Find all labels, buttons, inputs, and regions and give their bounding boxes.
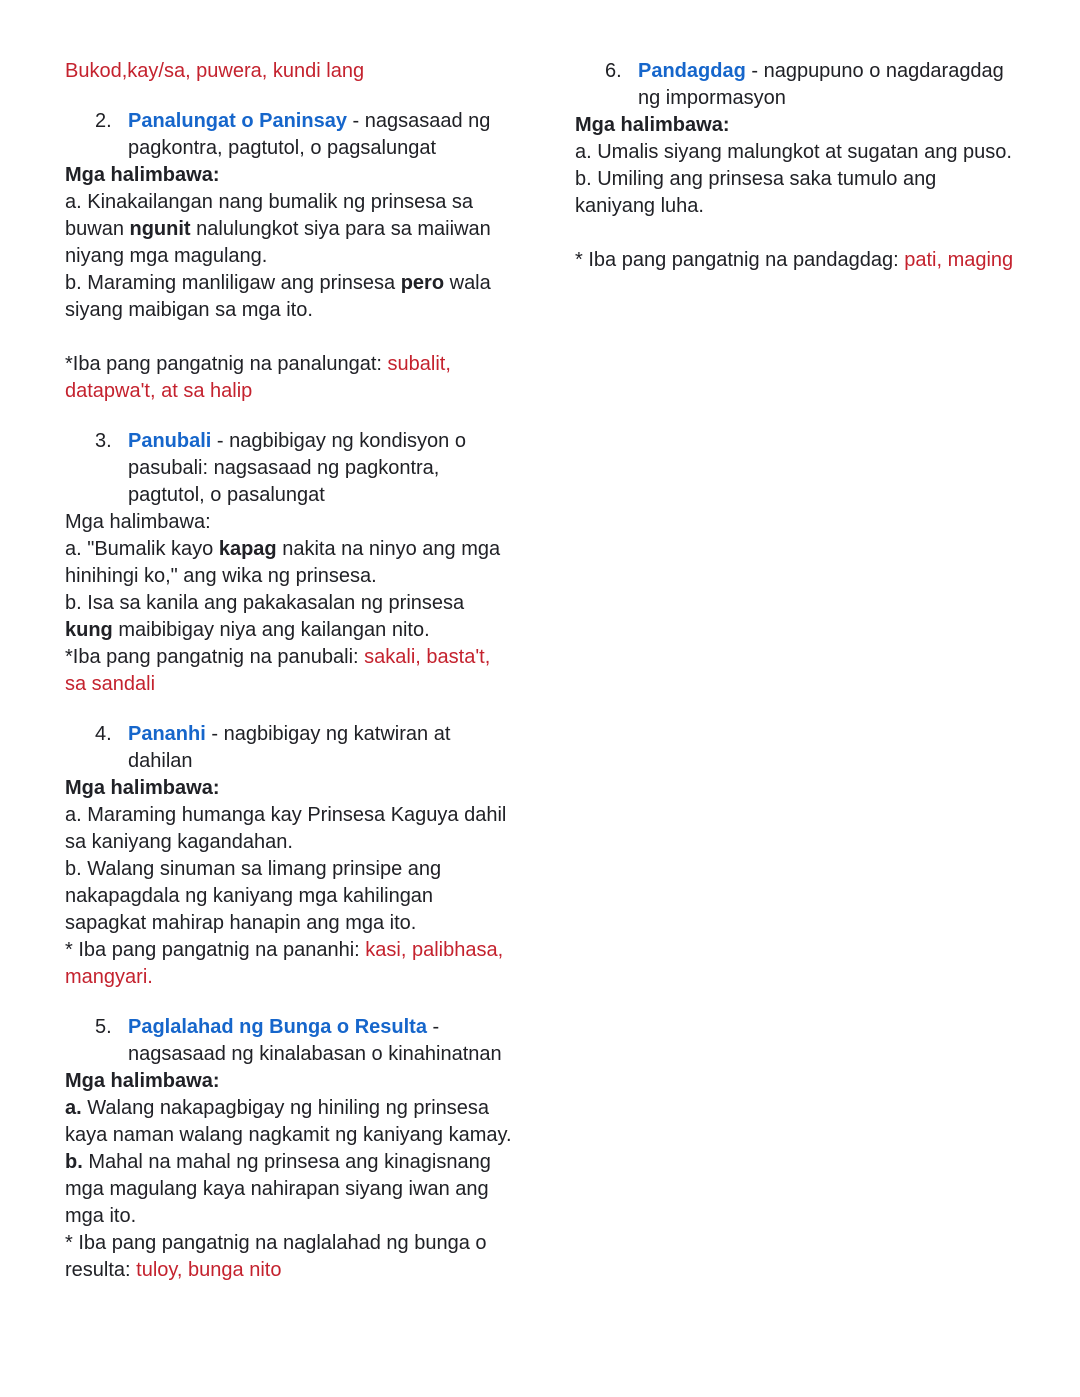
heading-term: Pananhi bbox=[128, 723, 206, 745]
text-segment: Mga halimbawa: bbox=[65, 511, 211, 533]
heading-term: Paglalahad ng Bunga o Resulta bbox=[128, 1016, 427, 1038]
examples-label bbox=[65, 162, 512, 189]
text-segment: b. Maraming manliligaw ang prinsesa bbox=[65, 272, 401, 294]
example-a bbox=[65, 189, 512, 270]
item-paglalahad-ng-bunga bbox=[65, 1014, 512, 1068]
conjunction-words: subalit, datapwa't, at sa halip bbox=[65, 353, 451, 402]
conjunction-words: Bukod,kay/sa, puwera, kundi lang bbox=[65, 60, 365, 82]
examples-label bbox=[65, 1068, 512, 1095]
examples-label bbox=[65, 509, 512, 536]
text-segment: a. Kinakailangan nang bumalik ng prinsesa sa buwan bbox=[65, 191, 474, 240]
text-segment: *Iba pang pangatnig na panubali: bbox=[65, 646, 365, 668]
text-segment: b. Walang sinuman sa limang prinsipe ang nakapagdala ng kaniyang mga kahilingan sapagkat mahirap hanapin ang mga ito. bbox=[65, 858, 442, 934]
item-text bbox=[128, 1014, 512, 1068]
example-b bbox=[65, 856, 512, 937]
text-segment: b. Isa sa kanila ang pakakasalan ng prinsesa bbox=[65, 592, 465, 614]
text-segment: * Iba pang pangatnig na naglalahad ng bunga o resulta: bbox=[65, 1232, 487, 1281]
text-segment: Mahal na mahal ng prinsesa ang kinagisnang mga magulang kaya nahirapan siyang iwan ang mga ito. bbox=[65, 1151, 491, 1227]
bold-word: ngunit bbox=[129, 218, 191, 240]
example-b bbox=[65, 1149, 512, 1230]
item-pananhi bbox=[65, 721, 512, 775]
bold-word: Mga halimbawa: bbox=[65, 777, 220, 799]
item-text bbox=[128, 721, 512, 775]
bold-word: kapag bbox=[218, 538, 277, 560]
text-segment: b. Umiling ang prinsesa saka tumulo ang kaniyang luha. bbox=[575, 168, 937, 217]
text-segment: - nagsasaad ng pagkontra, pagtutol, o pagsalungat bbox=[128, 110, 491, 159]
text-segment: - nagbibigay ng kondisyon o pasubali: nagsasaad ng pagkontra, pagtutol, o pasalungat bbox=[128, 430, 466, 506]
text-segment: maibibigay niya ang kailangan nito. bbox=[112, 619, 430, 641]
conjunction-words: sakali, basta't, sa sandali bbox=[65, 646, 491, 695]
other-conjunctions-note bbox=[65, 644, 512, 698]
text-segment: * Iba pang pangatnig na pananhi: bbox=[65, 939, 366, 961]
item-panubali bbox=[65, 428, 512, 509]
example-b bbox=[575, 166, 1017, 220]
example-a bbox=[65, 536, 512, 590]
right-column bbox=[575, 58, 1017, 1284]
text-segment: nakita na ninyo ang mga hinihingi ko," ang wika ng prinsesa. bbox=[65, 538, 501, 587]
other-conjunctions-note bbox=[65, 937, 512, 991]
item-number: 5. bbox=[95, 1016, 112, 1038]
heading-term: Panalungat o Paninsay bbox=[128, 110, 347, 132]
heading-term: Panubali bbox=[128, 430, 212, 452]
bold-word: a. bbox=[65, 1097, 82, 1119]
conjunction-words: tuloy, bunga nito bbox=[136, 1259, 282, 1281]
bold-word: Mga halimbawa: bbox=[65, 1070, 220, 1092]
example-b bbox=[65, 270, 512, 324]
example-b bbox=[65, 590, 512, 644]
text-segment: *Iba pang pangatnig na panalungat: bbox=[65, 353, 388, 375]
item-panalungat bbox=[65, 108, 512, 162]
item-text bbox=[638, 58, 1017, 112]
conjunction-list-continuation bbox=[65, 58, 512, 85]
item-text bbox=[128, 428, 512, 509]
item-number: 6. bbox=[605, 60, 622, 82]
text-segment: - nagpupuno o nagdaragdag ng impormasyon bbox=[638, 60, 1004, 109]
text-segment: wala siyang maibigan sa mga ito. bbox=[65, 272, 491, 321]
item-text bbox=[128, 108, 512, 162]
bold-word: kung bbox=[65, 619, 113, 641]
bold-word: b. bbox=[65, 1151, 83, 1173]
text-segment: a. Umalis siyang malungkot at sugatan ang puso. bbox=[575, 141, 1012, 163]
example-a bbox=[65, 802, 512, 856]
item-number: 4. bbox=[95, 723, 112, 745]
other-conjunctions-note bbox=[575, 247, 1017, 274]
text-segment: * Iba pang pangatnig na pandagdag: bbox=[575, 249, 905, 271]
item-number: 2. bbox=[95, 110, 112, 132]
conjunction-words: kasi, palibhasa, mangyari. bbox=[65, 939, 504, 988]
text-segment: - nagbibigay ng katwiran at dahilan bbox=[128, 723, 451, 772]
item-number: 3. bbox=[95, 430, 112, 452]
text-segment: nalulungkot siya para sa maiiwan niyang mga magulang. bbox=[65, 218, 491, 267]
other-conjunctions-note bbox=[65, 1230, 512, 1284]
text-segment: a. "Bumalik kayo bbox=[65, 538, 219, 560]
bold-word: Mga halimbawa: bbox=[575, 114, 730, 136]
bold-word: Mga halimbawa: bbox=[65, 164, 220, 186]
examples-label bbox=[575, 112, 1017, 139]
heading-term: Pandagdag bbox=[638, 60, 746, 82]
other-conjunctions-note bbox=[65, 351, 512, 405]
example-a bbox=[65, 1095, 512, 1149]
example-a bbox=[575, 139, 1017, 166]
left-column bbox=[65, 58, 512, 1284]
blank-line bbox=[65, 324, 512, 351]
text-segment: a. Maraming humanga kay Prinsesa Kaguya dahil sa kaniyang kagandahan. bbox=[65, 804, 507, 853]
text-segment: - nagsasaad ng kinalabasan o kinahinatnan bbox=[128, 1016, 502, 1065]
blank-line bbox=[575, 220, 1017, 247]
examples-label bbox=[65, 775, 512, 802]
text-segment: Walang nakapagbigay ng hiniling ng prinsesa kaya naman walang nagkamit ng kaniyang kamay. bbox=[65, 1097, 512, 1146]
item-pandagdag bbox=[575, 58, 1017, 112]
conjunction-words: pati, maging bbox=[904, 249, 1014, 271]
bold-word: pero bbox=[400, 272, 445, 294]
